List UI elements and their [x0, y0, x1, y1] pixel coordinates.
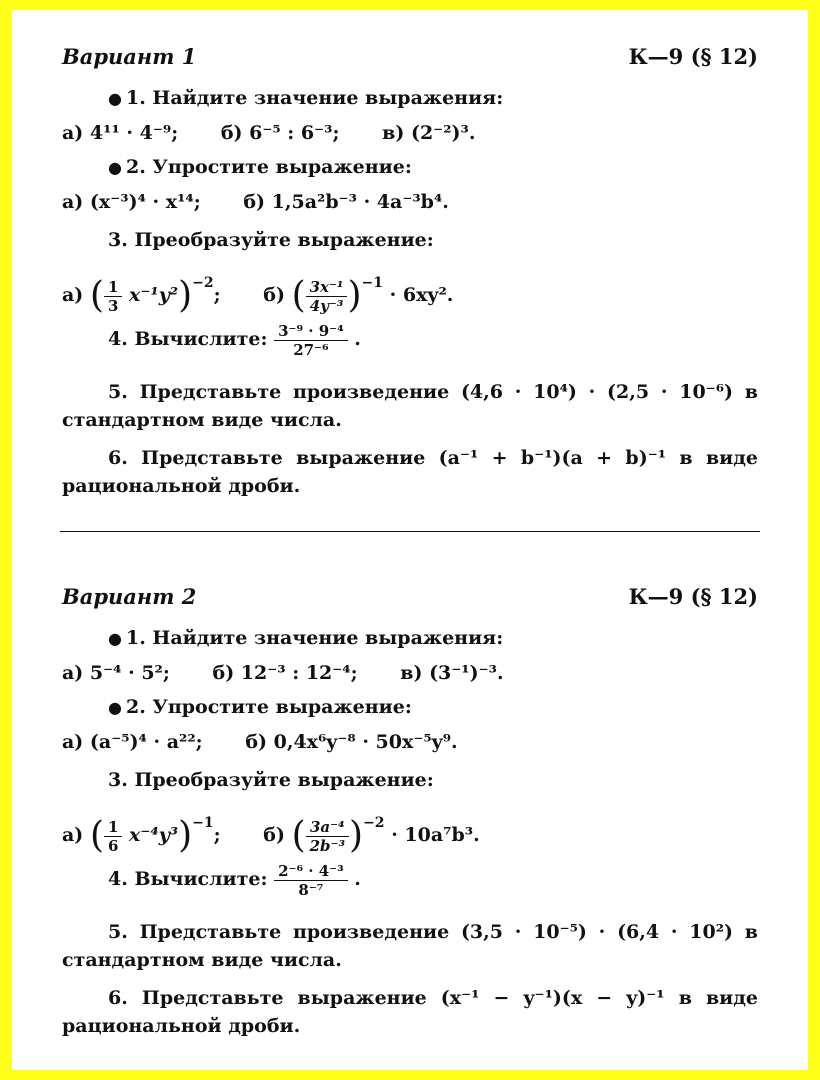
worksheet-page	[12, 10, 808, 1070]
task-4: 4. Вычислите: $\frac{\text{3⁻⁹ · 9⁻⁴}}{\text{27⁻⁶}}$ .	[108, 321, 361, 359]
variant-title: Вариант 1	[62, 44, 197, 69]
task-1-b: б) 6⁻⁵ : 6⁻³;	[220, 122, 340, 144]
fraction: $\frac{\text{2⁻⁶ · 4⁻³}}{\text{8⁻⁷}}$	[274, 862, 348, 899]
task-6: 6. Представьте выражение (a⁻¹ + b⁻¹)(a + b)⁻¹ в виде рациональной дроби.	[62, 447, 758, 497]
task-3-label: 3. Преобразуйте выражение:	[108, 229, 434, 251]
task-2-label: ● 2. Упростите выражение:	[108, 696, 412, 718]
variant-title: Вариант 2	[62, 584, 197, 609]
variant-header	[62, 38, 758, 78]
fraction: $\frac{1}{3}$	[104, 278, 122, 315]
task-1-a: а) 4¹¹ · 4⁻⁹;	[62, 122, 179, 144]
task-2-b: б) 1,5a²b⁻³ · 4a⁻³b⁴.	[243, 191, 449, 213]
test-code: К—9 (§ 12)	[628, 44, 758, 69]
task-3-items	[62, 260, 758, 316]
task-3-a: а) ( $\frac{1}{6}$ x⁻⁴y³)$^{-1}$;	[62, 815, 221, 856]
variant-1	[62, 38, 758, 500]
task-2-label: ● 2. Упростите выражение:	[108, 156, 412, 178]
task-2-a: а) (a⁻⁵)⁴ · a²²;	[62, 731, 203, 753]
task-4: 4. Вычислите: $\frac{\text{2⁻⁶ · 4⁻³}}{\text{8⁻⁷}}$ .	[108, 861, 361, 899]
bullet-icon: ●	[108, 629, 122, 648]
task-6: 6. Представьте выражение (x⁻¹ − y⁻¹)(x − y)⁻¹ в виде рациональной дроби.	[62, 987, 758, 1037]
variant-2	[62, 578, 758, 1040]
fraction: $\frac{\text{3⁻⁹ · 9⁻⁴}}{\text{27⁻⁶}}$	[274, 322, 348, 359]
task-1-a: а) 5⁻⁴ · 5²;	[62, 662, 170, 684]
task-5: 5. Представьте произведение (3,5 · 10⁻⁵) · (6,4 · 10²) в стандартном виде числа.	[62, 921, 758, 971]
task-3-a: а) ( $\frac{1}{3}$ x⁻¹y²)$^{-2}$;	[62, 275, 221, 316]
task-1-b: б) 12⁻³ : 12⁻⁴;	[212, 662, 358, 684]
fraction: $\frac{\text{3x⁻¹}}{\text{4y⁻³}}$	[306, 278, 348, 315]
task-2-items	[62, 188, 758, 216]
task-3-b: б) ( $\frac{\text{3x⁻¹}}{\text{4y⁻³}}$ )$^{-1}$ · 6xy².	[263, 275, 454, 316]
task-5: 5. Представьте произведение (4,6 · 10⁴) · (2,5 · 10⁻⁶) в стандартном виде числа.	[62, 381, 758, 431]
task-1-label: ● 1. Найдите значение выражения:	[108, 87, 504, 109]
bullet-icon: ●	[108, 158, 122, 177]
divider-line	[60, 531, 760, 532]
task-1-items	[62, 659, 758, 687]
task-1-c: в) (2⁻²)³.	[382, 122, 476, 144]
task-3-items	[62, 800, 758, 856]
task-1-label: ● 1. Найдите значение выражения:	[108, 627, 504, 649]
bullet-icon: ●	[108, 89, 122, 108]
task-1-c: в) (3⁻¹)⁻³.	[400, 662, 504, 684]
fraction: $\frac{1}{6}$	[104, 818, 122, 855]
task-2-items	[62, 728, 758, 756]
variant-header	[62, 578, 758, 618]
fraction: $\frac{\text{3a⁻⁴}}{\text{2b⁻³}}$	[306, 818, 349, 855]
task-2-a: а) (x⁻³)⁴ · x¹⁴;	[62, 191, 201, 213]
task-3-label: 3. Преобразуйте выражение:	[108, 769, 434, 791]
test-code: К—9 (§ 12)	[628, 584, 758, 609]
task-3-b: б) ( $\frac{\text{3a⁻⁴}}{\text{2b⁻³}}$ )$^{-2}$ · 10a⁷b³.	[263, 815, 480, 856]
bullet-icon: ●	[108, 698, 122, 717]
task-1-items	[62, 119, 758, 147]
task-2-b: б) 0,4x⁶y⁻⁸ · 50x⁻⁵y⁹.	[245, 731, 458, 753]
